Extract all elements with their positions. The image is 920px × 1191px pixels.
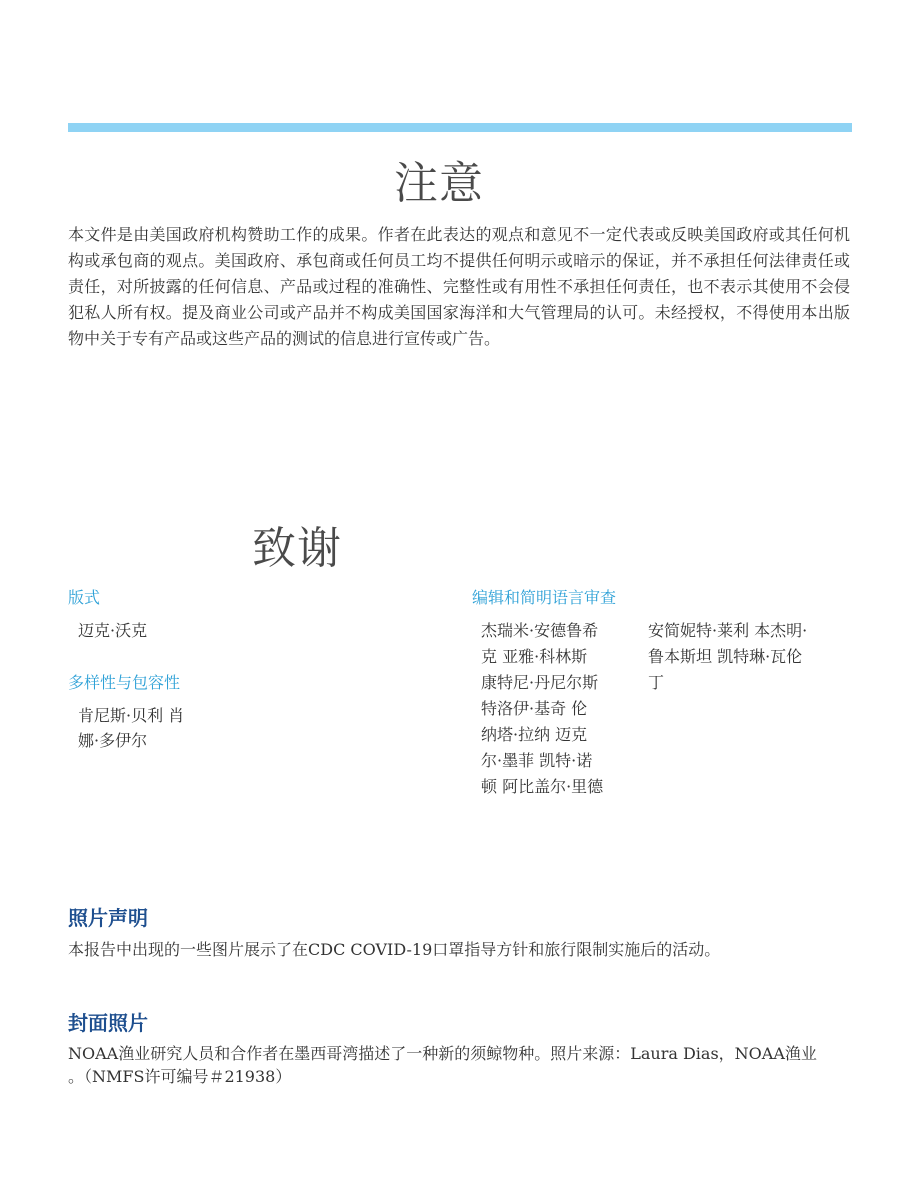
editing-names-column-1 xyxy=(481,618,641,800)
editing-name-line: 顿 阿比盖尔·里德 xyxy=(481,777,604,796)
editing-name-line: 尔·墨菲 凯特·诺 xyxy=(481,751,593,770)
cover-photo-line2: 。（NMFS许可编号＃21938） xyxy=(68,1067,292,1086)
layout-names: 迈克·沃克 xyxy=(78,621,148,640)
editing-name-line: 特洛伊·基奇 伦 xyxy=(481,699,588,718)
diversity-names-line2: 娜·多伊尔 xyxy=(78,731,148,750)
photo-statement-title: 照片声明 xyxy=(68,906,148,930)
notice-body: 本文件是由美国政府机构赞助工作的成果。作者在此表达的观点和意见不一定代表或反映美国政府或其任何机构或承包商的观点。美国政府、承包商或任何员工均不提供任何明示或暗示的保证，并不承担任何法律责任或责任，对所披露的任何信息、产品或过程的准确性、完整性或有用性不承担任何责任，也不表示其使用不会侵犯私人所有权。提及商业公司或产品并不构成美国国家海洋和大气管理局的认可。未经授权，不得使用本出版物中关于专有产品或这些产品的测试的信息进行宣传或广告。 xyxy=(68,225,850,348)
editing-name-line: 杰瑞米·安德鲁希 xyxy=(481,621,599,640)
top-accent-bar xyxy=(68,123,852,132)
layout-label: 版式 xyxy=(68,588,101,607)
editing-names-column-2 xyxy=(648,618,848,696)
notice-title: 注意 xyxy=(394,158,484,209)
editing-name-line: 鲁本斯坦 凯特琳·瓦伦 xyxy=(648,647,803,666)
editing-name-line: 康特尼·丹尼尔斯 xyxy=(481,673,599,692)
cover-photo-line1: NOAA渔业研究人员和合作者在墨西哥湾描述了一种新的须鲸物种。照片来源：Laura Dias，NOAA渔业 xyxy=(68,1044,817,1063)
editing-name-line: 安简妮特·莱利 本杰明· xyxy=(648,621,808,640)
cover-photo-title: 封面照片 xyxy=(68,1011,148,1035)
acknowledgements-title: 致谢 xyxy=(252,523,342,574)
editing-label: 编辑和简明语言审查 xyxy=(472,588,617,607)
diversity-label: 多样性与包容性 xyxy=(68,673,181,692)
editing-name-line: 克 亚雅·科林斯 xyxy=(481,647,588,666)
photo-statement-body: 本报告中出现的一些图片展示了在CDC COVID-19口罩指导方针和旅行限制实施后的活动。 xyxy=(68,940,721,959)
diversity-names-line1: 肯尼斯·贝利 肖 xyxy=(78,706,185,725)
editing-name-line: 纳塔·拉纳 迈克 xyxy=(481,725,588,744)
editing-name-line: 丁 xyxy=(648,673,665,692)
